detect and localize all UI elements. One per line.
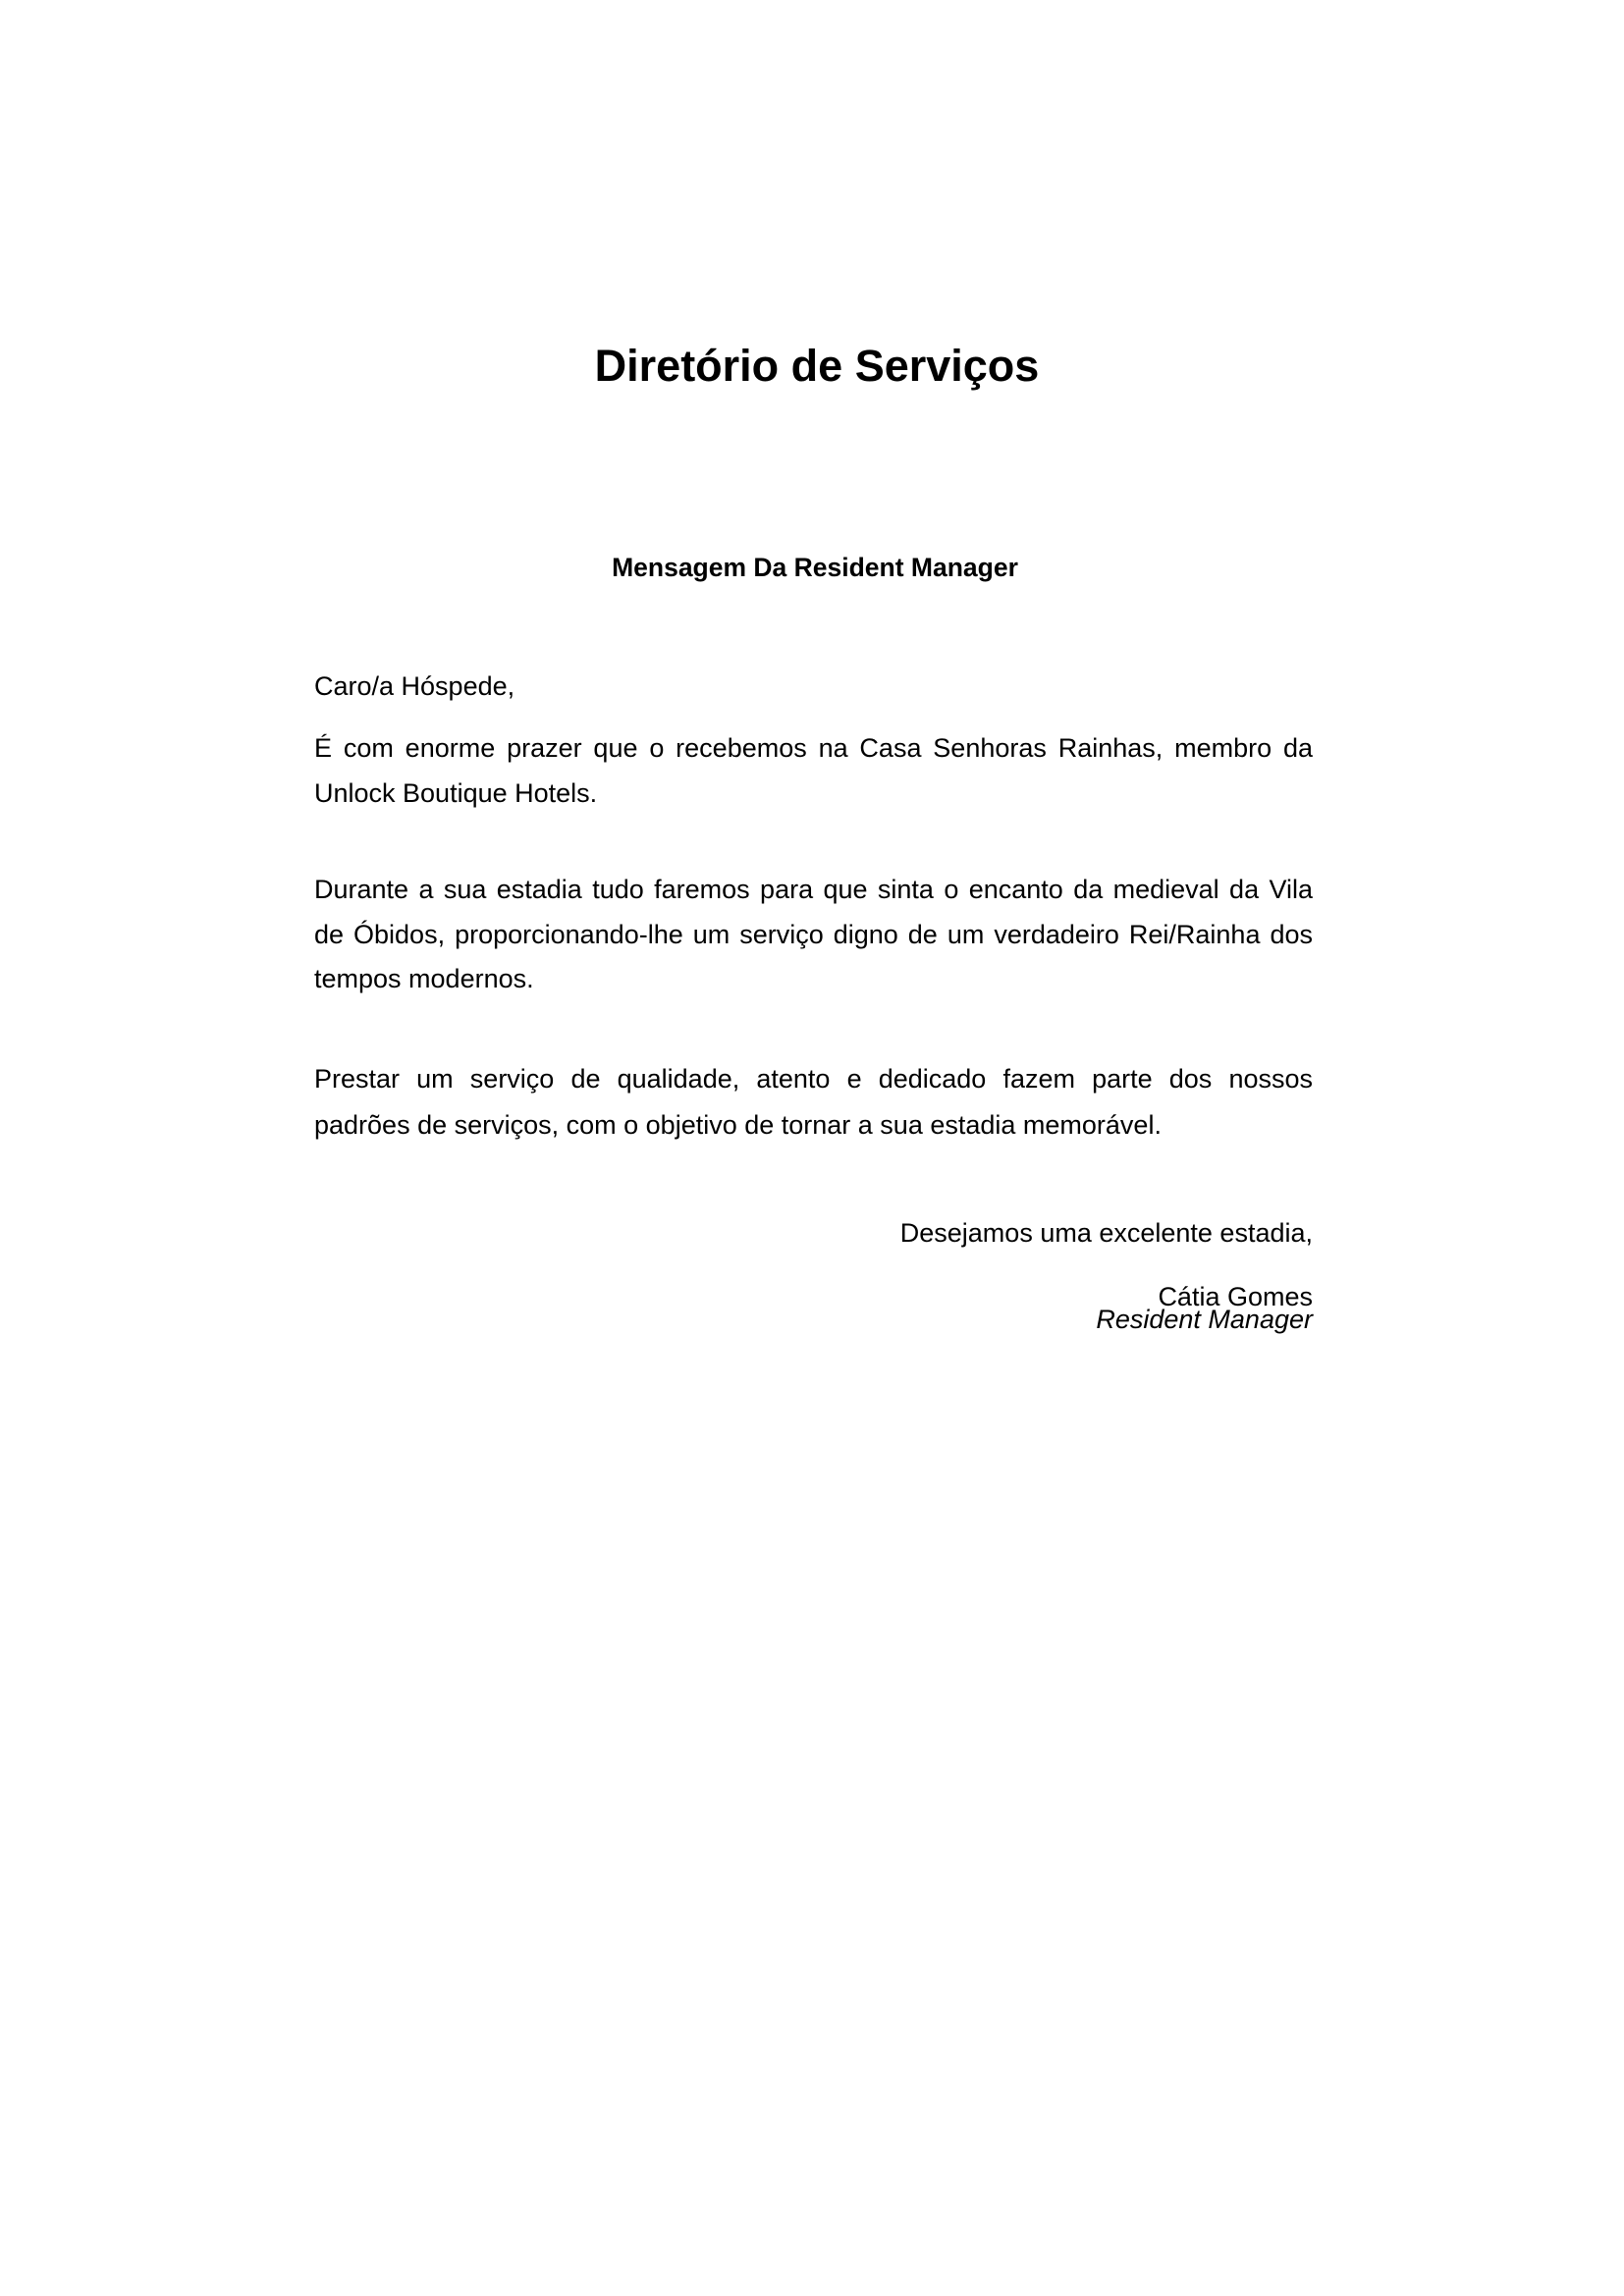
salutation: Caro/a Hóspede, <box>314 671 515 701</box>
page-title: Diretório de Serviços <box>594 341 1040 391</box>
paragraph-line: Durante a sua estadia tudo faremos para que sinta o encanto da medieval da Vila <box>314 875 1313 904</box>
paragraph-line: Prestar um serviço de qualidade, atento e dedicado fazem parte dos nossos <box>314 1064 1313 1094</box>
paragraph-line: padrões de serviços, com o objetivo de tornar a sua estadia memorável. <box>314 1110 1162 1140</box>
paragraph-line: de Óbidos, proporcionando-lhe um serviço digno de um verdadeiro Rei/Rainha dos <box>314 920 1313 949</box>
signature-role: Resident Manager <box>1096 1305 1313 1334</box>
closing-line: Desejamos uma excelente estadia, <box>899 1218 1313 1248</box>
signature-name: Cátia Gomes <box>1158 1282 1313 1311</box>
paragraph-line: tempos modernos. <box>314 964 534 993</box>
section-heading: Mensagem Da Resident Manager <box>612 553 1018 582</box>
paragraph-line: É com enorme prazer que o recebemos na Casa Senhoras Rainhas, membro da <box>314 733 1313 763</box>
paragraph-line: Unlock Boutique Hotels. <box>314 778 598 808</box>
